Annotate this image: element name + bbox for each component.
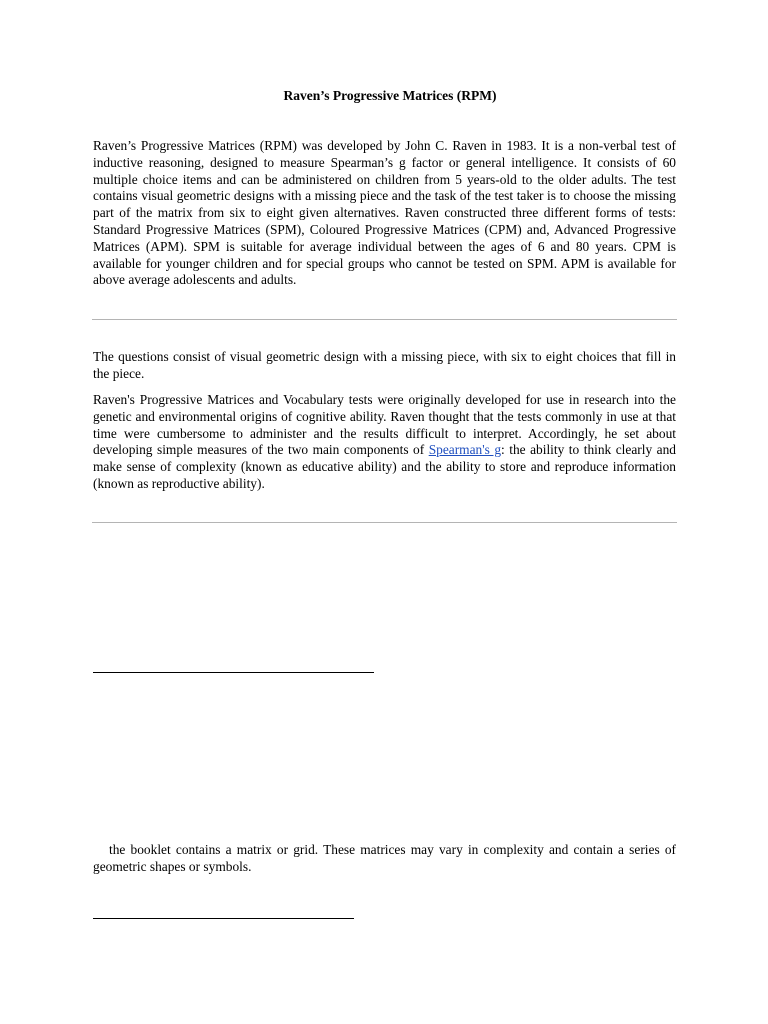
document-title: Raven’s Progressive Matrices (RPM) bbox=[283, 88, 497, 103]
blank-line bbox=[93, 918, 354, 919]
history-paragraph bbox=[93, 392, 676, 493]
history-text-start: Raven's Progressive Matrices and Vocabulary tests were originally developed for use in research into the genetic and environmental origins of cognitive ability. Raven thought that the tests commonly in use at that time were cumbersome to administer and the results difficult to interpret. Accordingly, he set about developing simple measures of the two main components of bbox=[93, 392, 676, 458]
intro-paragraph: Raven’s Progressive Matrices (RPM) was developed by John C. Raven in 1983. It is a non-verbal test of inductive reasoning, designed to measure Spearman’s g factor or general intelligence. It consists of 60 multiple choice items and can be administered on children from 5 years-old to the older adults. The test contains visual geometric designs with a missing piece and the task of the test taker is to choose the missing part of the matrix from six to eight given alternatives. Raven constructed three different forms of tests: Standard Progressive Matrices (SPM), Coloured Progressive Matrices (CPM) and, Advanced Progressive Matrices (APM). SPM is suitable for average individual between the ages of 6 and 80 years. CPM is available for younger children and for special groups who cannot be tested on SPM. APM is available for above average adolescents and adults. bbox=[93, 138, 676, 288]
section-divider bbox=[92, 522, 677, 523]
blank-line bbox=[93, 672, 374, 673]
questions-paragraph: The questions consist of visual geometric design with a missing piece, with six to eight choices that fill in the piece. bbox=[93, 349, 676, 381]
section-divider bbox=[92, 319, 677, 320]
spearmans-g-link[interactable]: Spearman's g bbox=[428, 442, 502, 458]
booklet-paragraph: the booklet contains a matrix or grid. These matrices may vary in complexity and contain a series of geometric shapes or symbols. bbox=[93, 842, 676, 874]
history-text-end: : the ability to think clearly and make sense of complexity (known as educative ability) and the ability to store and reproduce information (known as reproductive ability). bbox=[93, 442, 676, 491]
